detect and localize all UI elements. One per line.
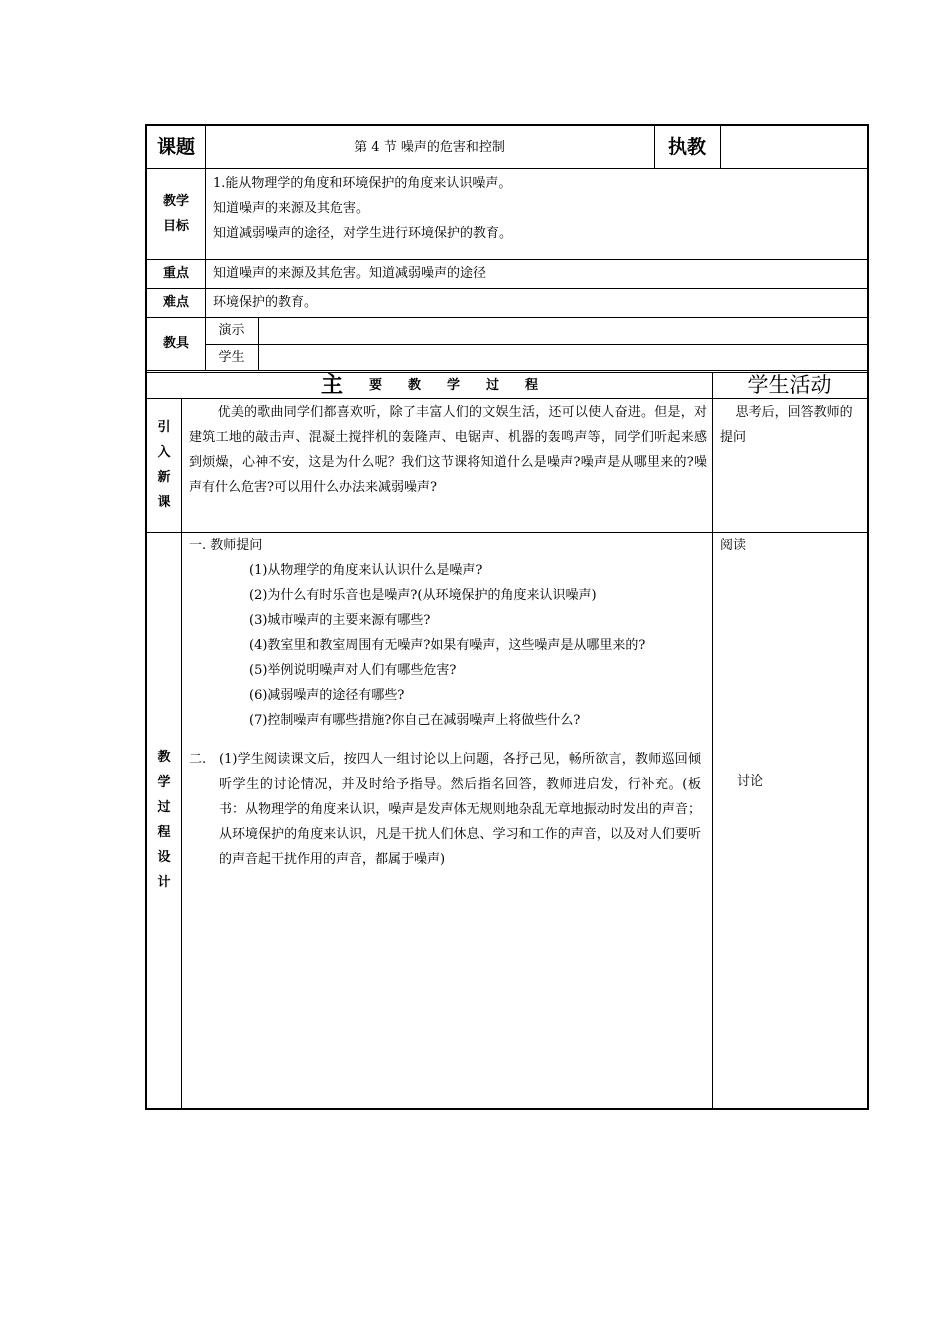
section1-title: 一. 教师提问 (189, 538, 263, 553)
key-points-label: 重点 (162, 266, 189, 281)
col-divider (181, 398, 182, 1108)
col-divider (258, 317, 259, 370)
question-item: (2)为什么有时乐音也是噪声?(从环境保护的角度来认识噪声) (249, 588, 597, 603)
question-item: (6)减弱噪声的途径有哪些? (249, 688, 405, 703)
intro-label-char: 引 (157, 420, 171, 435)
question-item: (7)控制噪声有哪些措施?你自己在减弱噪声上将做些什么? (249, 713, 581, 728)
design-label (147, 532, 181, 1108)
section2-text: (1)学生阅读课文后，按四人一组讨论以上问题，各抒己见，畅所欲言，教师巡回倾听学生的讨论情况，并及时给予指导。然后指名回答，教师进启发，行补充。(板书：从物理学的角度来认识，噪声是发声体无规则地杂乱无章地振动时发出的声音；从环境保护的角度来认识，凡是干扰人们休息、学习和工作的声音，以及对人们要听的声音起干扰作用的声音，都属于噪声) (219, 752, 701, 867)
row-divider (147, 370, 867, 371)
difficulties-label: 难点 (162, 295, 189, 310)
objective-line: 知道减弱噪声的途径，对学生进行环境保护的教育。 (213, 226, 513, 241)
design-label-char: 学 (157, 775, 171, 790)
activity-discuss: 讨论 (737, 774, 764, 789)
design-content (189, 533, 709, 1103)
intro-label-char: 入 (157, 445, 171, 460)
teacher-value (720, 126, 867, 168)
student-activity-heading: 学生活动 (747, 372, 832, 397)
main-heading-char: 过 (486, 377, 500, 393)
main-heading-char: 要 (368, 377, 382, 393)
key-points-value: 知道噪声的来源及其危害。知道减弱噪声的途径 (213, 266, 487, 281)
objectives-label: 教学目标 (162, 193, 189, 234)
objective-line: 1.能从物理学的角度和环境保护的角度来认识噪声。 (213, 176, 512, 191)
design-label-char: 计 (157, 875, 171, 890)
demo-label: 演示 (218, 323, 245, 338)
demo-value (265, 317, 865, 344)
difficulties-value: 环境保护的教育。 (213, 295, 318, 310)
intro-label-char: 新 (157, 470, 171, 485)
design-label-char: 程 (157, 825, 171, 840)
col-divider (712, 372, 713, 1108)
intro-text: 优美的歌曲同学们都喜欢听，除了丰富人们的文娱生活，还可以使人奋进。但是，对建筑工地的敲击声、混凝土搅拌机的轰隆声、电锯声、机器的轰鸣声等，同学们听起来感到烦燥，心神不安，这是为什么呢？我们这节课将知道什么是噪声?噪声是从哪里来的?噪声有什么危害?可以用什么办法来减弱噪声? (189, 405, 707, 495)
question-item: (4)教室里和教室周围有无噪声?如果有噪声，这些噪声是从哪里来的? (249, 638, 646, 653)
topic-value: 第 4 节 噪声的危害和控制 (354, 139, 505, 155)
question-item: (5)举例说明噪声对人们有哪些危害? (249, 663, 457, 678)
equipment-label: 教具 (162, 336, 189, 351)
lesson-plan-table (145, 124, 869, 1110)
main-heading-char: 教 (407, 377, 421, 393)
design-label-char: 过 (157, 800, 171, 815)
section2 (189, 747, 709, 872)
student-value (265, 344, 865, 370)
row-divider (147, 168, 867, 169)
main-heading-first: 主 (320, 372, 343, 398)
objective-line: 知道噪声的来源及其危害。 (213, 201, 370, 216)
intro-activity: 思考后，回答教师的提问 (720, 405, 853, 445)
row-divider (147, 398, 867, 399)
row-divider (147, 288, 867, 289)
objectives-content (213, 171, 863, 256)
activity-read: 阅读 (720, 538, 747, 553)
question-item: (3)城市噪声的主要来源有哪些? (249, 613, 431, 628)
teacher-label: 执教 (667, 135, 706, 158)
intro-label-char: 课 (157, 495, 171, 510)
design-label-char: 教 (157, 750, 171, 765)
main-heading-char: 程 (525, 377, 539, 393)
student-label: 学生 (218, 349, 245, 365)
topic-label: 课题 (156, 135, 195, 158)
design-label-char: 设 (157, 850, 171, 865)
section2-number: 二. (189, 752, 207, 767)
main-process-heading (147, 372, 712, 398)
question-item: (1)从物理学的角度来认认识什么是噪声? (249, 563, 483, 578)
row-divider (147, 259, 867, 260)
main-heading-char: 学 (447, 377, 461, 393)
intro-label (147, 398, 181, 532)
